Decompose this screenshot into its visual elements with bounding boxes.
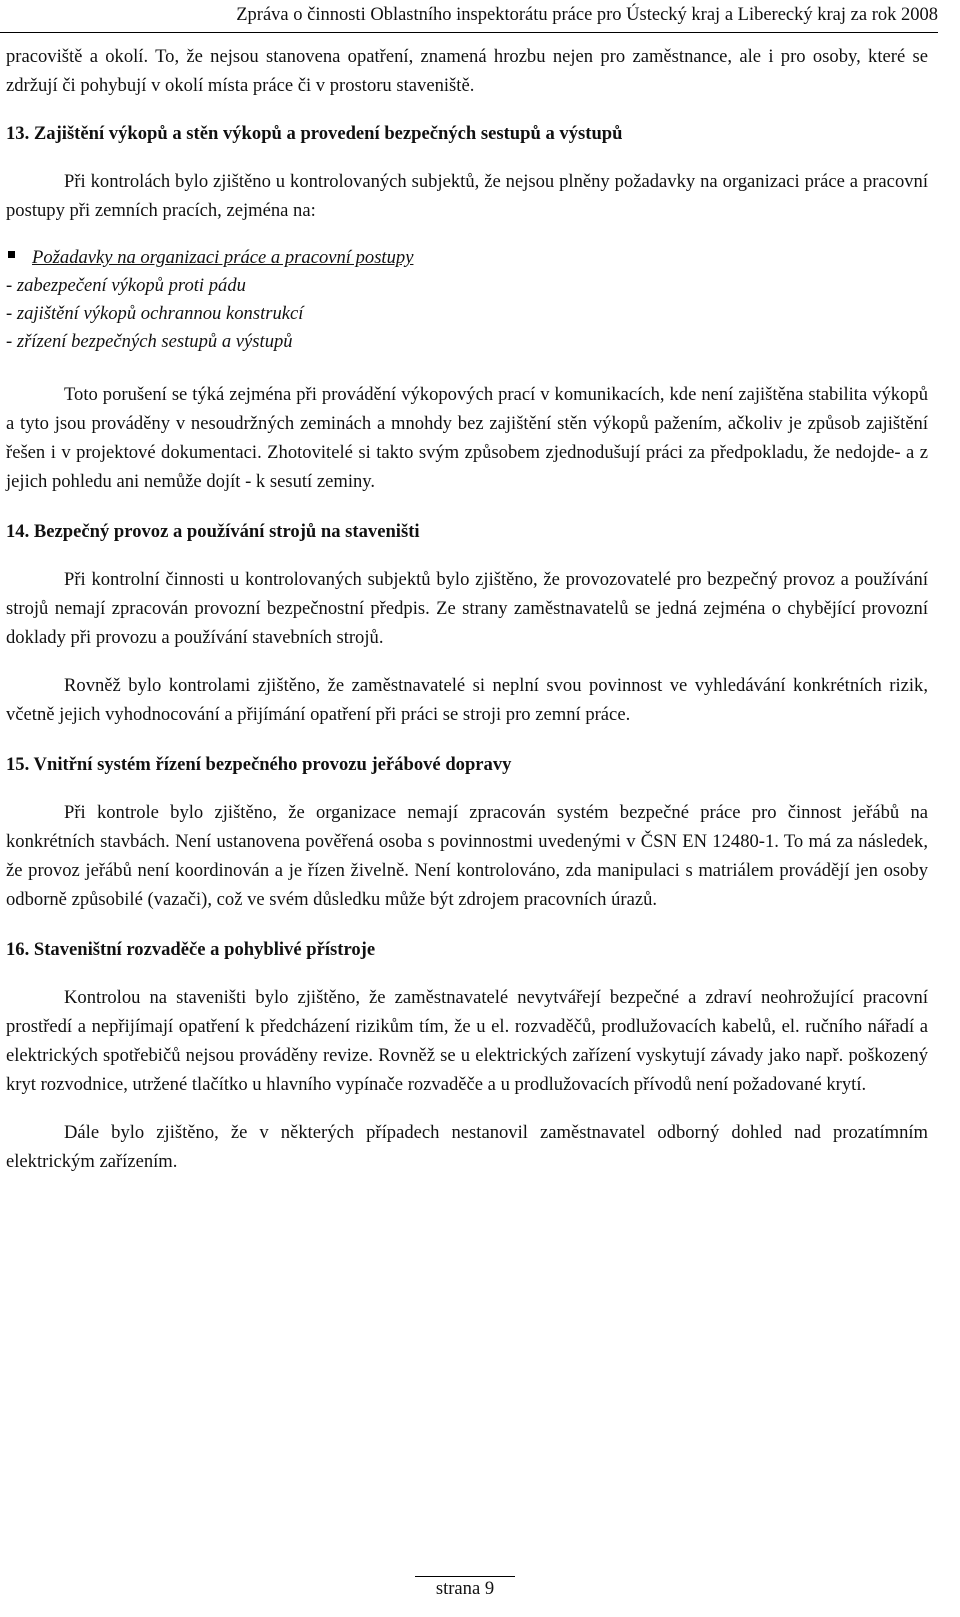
section-15-heading: 15. Vnitřní systém řízení bezpečného provozu jeřábové dopravy (6, 754, 512, 775)
page-number: strana 9 (435, 1578, 495, 1599)
section-13-paragraph-2: Toto porušení se týká zejména při provádění výkopových prací v komunikacích, kde není zajištěna stabilita výkopů a tyto jsou prováděny v nesoudržných zeminách a mnohdy bez zajištění stěn výkopů pažením, ačkoliv je způsob zajištění řešen i v projektové dokumentaci. Zhotovitelé si takto svým způsobem zjednodušují práci za předpokladu, že nedojde- a z jejich pohledu ani nemůže dojít - k sesutí zeminy. (6, 384, 928, 492)
page-header: Zpráva o činnosti Oblastního inspektorátu práce pro Ústecký kraj a Liberecký kraj za rok 2008 (236, 5, 938, 25)
intro-paragraph: pracoviště a okolí. To, že nejsou stanovena opatření, znamená hrozbu nejen pro zaměstnance, ale i pro osoby, které se zdržují či pohybují v okolí místa práce či v prostoru staveniště. (6, 46, 928, 96)
section-14-paragraph-1: Při kontrolní činnosti u kontrolovaných subjektů bylo zjištěno, že provozovatelé pro bezpečný provoz a používání strojů nemají zpracován provozní bezpečnostní předpis. Ze strany zaměstnavatelů se jedná zejména o chybějící provozní doklady při provozu a používání stavebních strojů. (6, 569, 928, 648)
section-14-paragraph-2: Rovněž bylo kontrolami zjištěno, že zaměstnavatelé si neplní svou povinnost ve vyhledávání konkrétních rizik, včetně jejich vyhodnocování a přijímání opatření při práci se stroji pro zemní práce. (6, 675, 928, 725)
section-13-heading: 13. Zajištění výkopů a stěn výkopů a provedení bezpečných sestupů a výstupů (6, 123, 623, 144)
section-13-paragraph-1: Při kontrolách bylo zjištěno u kontrolovaných subjektů, že nejsou plněny požadavky na organizaci práce a pracovní postupy při zemních pracích, zejména na: (6, 171, 928, 221)
section-14-heading: 14. Bezpečný provoz a používání strojů na staveništi (6, 521, 420, 542)
bullet-item: - zabezpečení výkopů proti pádu (6, 275, 246, 296)
section-16-heading: 16. Staveništní rozvaděče a pohyblivé přístroje (6, 939, 376, 960)
bullet-title-text: Požadavky na organizaci práce a pracovní postupy (32, 247, 414, 268)
bullet-item: - zajištění výkopů ochrannou konstrukcí (6, 303, 304, 324)
bullet-list-title (6, 243, 928, 272)
section-15-paragraph-1: Při kontrole bylo zjištěno, že organizace nemají zpracován systém bezpečné práce pro činnost jeřábů na konkrétních stavbách. Není ustanovena pověřená osoba s povinnostmi uvedenými v ČSN EN 12480-1. To má za následek, že provoz jeřábů není koordinován a je řízen živelně. Není kontrolováno, zda manipulaci s matriálem provádějí jen osoby odborně způsobilé (vazači), což ve svém důsledku může být zdrojem pracovních úrazů. (6, 802, 928, 910)
document-body (6, 42, 928, 1176)
footer-divider (415, 1576, 515, 1577)
section-16-paragraph-1: Kontrolou na staveništi bylo zjištěno, že zaměstnavatelé nevytvářejí bezpečné a zdraví neohrožující pracovní prostředí a nepřijímají opatření k předcházení rizikům tím, že u el. rozvaděčů, prodlužovacích kabelů, el. ručního nářadí a elektrických spotřebičů nejsou prováděny revize. Rovněž se u elektrických zařízení vyskytují závady jako např. poškozený kryt rozvodnice, utržené tlačítko u hlavního vypínače rozvaděče a u prodlužovacích přívodů není požadované krytí. (6, 987, 928, 1095)
square-bullet-icon (8, 251, 15, 258)
header-divider (0, 32, 938, 33)
section-16-paragraph-2: Dále bylo zjištěno, že v některých případech nestanovil zaměstnavatel odborný dohled nad prozatímním elektrickým zařízením. (6, 1122, 928, 1172)
bullet-item: - zřízení bezpečných sestupů a výstupů (6, 331, 293, 352)
